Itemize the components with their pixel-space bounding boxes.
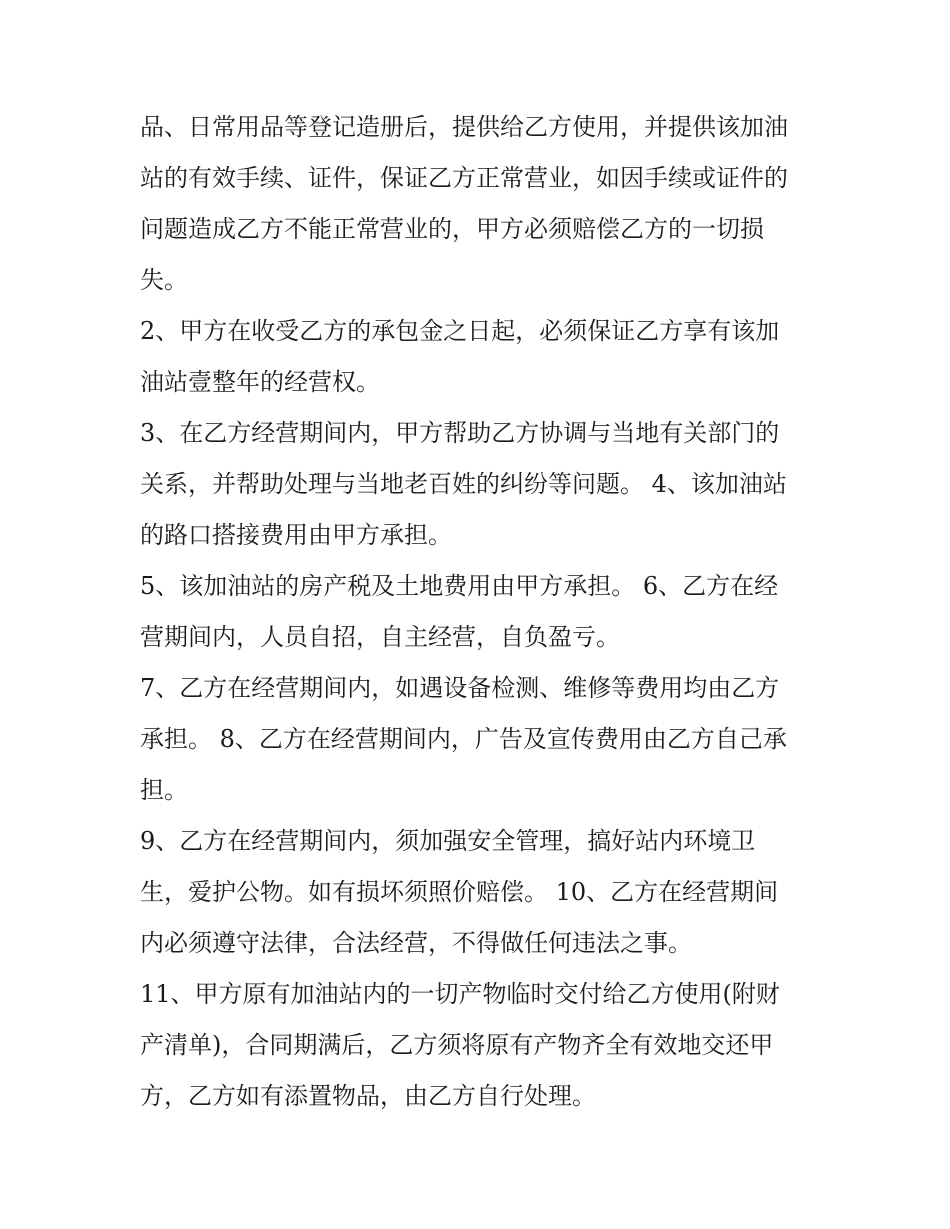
clause-3-4: [140, 408, 820, 561]
clause-5-6: [140, 561, 820, 663]
contract-body: [140, 102, 820, 1122]
text-line: 11、甲方原有加油站内的一切产物临时交付给乙方使用(附财: [140, 980, 780, 1008]
text-line: 9、乙方在经营期间内，须加强安全管理，搞好站内环境卫: [140, 827, 756, 855]
clause-2: [140, 306, 820, 408]
text-line: 担。: [140, 776, 188, 804]
text-line: 3、在乙方经营期间内，甲方帮助乙方协调与当地有关部门的: [140, 419, 780, 447]
text-line: 营期间内，人员自招，自主经营，自负盈亏。: [140, 623, 620, 651]
clause-11: [140, 969, 820, 1122]
paragraph-continuation: [140, 102, 820, 306]
text-line: 油站壹整年的经营权。: [140, 368, 380, 396]
text-line: 2、甲方在收受乙方的承包金之日起，必须保证乙方享有该加: [140, 317, 780, 345]
text-line: 内必须遵守法律，合法经营，不得做任何违法之事。: [140, 929, 692, 957]
text-line: 承担。 8、乙方在经营期间内，广告及宣传费用由乙方自己承: [140, 725, 787, 753]
clause-7-8: [140, 663, 820, 816]
text-line: 失。: [140, 266, 188, 294]
text-line: 的路口搭接费用由甲方承担。: [140, 521, 452, 549]
text-line: 7、乙方在经营期间内，如遇设备检测、维修等费用均由乙方: [140, 674, 780, 702]
clause-9-10: [140, 816, 820, 969]
text-line: 生，爱护公物。如有损坏须照价赔偿。 10、乙方在经营期间: [140, 878, 779, 906]
text-line: 品、日常用品等登记造册后，提供给乙方使用，并提供该加油: [140, 113, 788, 141]
text-line: 站的有效手续、证件，保证乙方正常营业，如因手续或证件的: [140, 164, 788, 192]
text-line: 关系，并帮助处理与当地老百姓的纠纷等问题。 4、该加油站: [140, 470, 787, 498]
text-line: 5、该加油站的房产税及土地费用由甲方承担。 6、乙方在经: [140, 572, 779, 600]
text-line: 产清单)，合同期满后，乙方须将原有产物齐全有效地交还甲: [140, 1031, 774, 1059]
text-line: 方，乙方如有添置物品，由乙方自行处理。: [140, 1082, 596, 1110]
text-line: 问题造成乙方不能正常营业的，甲方必须赔偿乙方的一切损: [140, 215, 764, 243]
